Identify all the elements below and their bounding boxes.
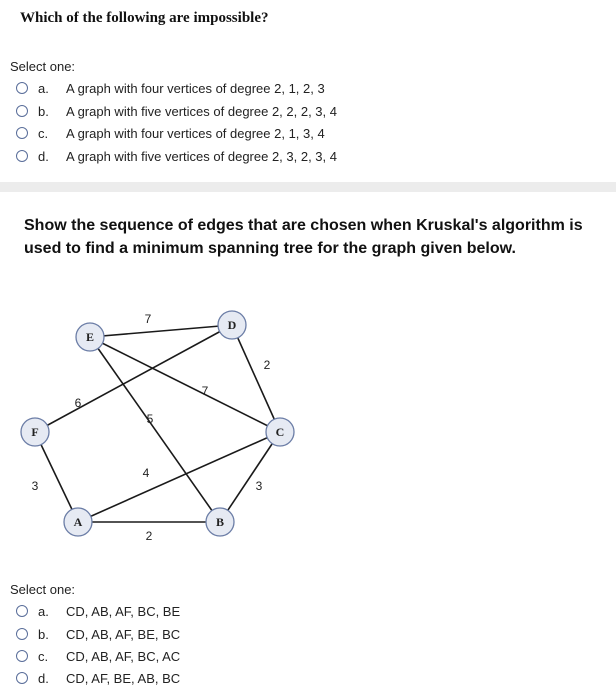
radio-button[interactable]: [16, 150, 28, 162]
option-text: A graph with five vertices of degree 2, 2, 2, 3, 4: [66, 103, 337, 119]
radio-button[interactable]: [16, 672, 28, 684]
question-1-option-c[interactable]: [16, 124, 325, 142]
vertex-label: A: [73, 514, 83, 529]
question-1-option-d[interactable]: [16, 147, 337, 165]
question-2-option-a[interactable]: [16, 602, 180, 620]
vertex-D: [218, 311, 246, 339]
edge-ED: [90, 325, 232, 337]
vertex-F: [21, 418, 49, 446]
vertex-C: [266, 418, 294, 446]
option-text: CD, AB, AF, BC, BE: [66, 603, 181, 619]
vertex-label: E: [85, 329, 95, 344]
radio-button[interactable]: [16, 605, 28, 617]
edge-weight-AC: 4: [142, 466, 150, 481]
radio-button[interactable]: [16, 127, 28, 139]
option-text: CD, AF, BE, AB, BC: [66, 670, 181, 686]
vertex-A: [64, 508, 92, 536]
section-divider: [0, 182, 616, 192]
vertex-label: B: [215, 514, 225, 529]
edge-weight-FA: 3: [31, 479, 39, 494]
edge-weight-BC: 3: [255, 479, 263, 494]
question-2-title: Show the sequence of edges that are chosen when Kruskal's algorithm is used to find a minimum spanning tree for the graph given below.: [24, 217, 583, 257]
edge-weight-DC: 2: [263, 358, 271, 373]
edge-DF: [35, 325, 232, 432]
option-letter: d.: [38, 148, 49, 164]
radio-button[interactable]: [16, 82, 28, 94]
question-2-panel: [0, 192, 616, 694]
vertex-label: D: [227, 317, 237, 332]
option-text: CD, AB, AF, BC, AC: [66, 648, 181, 664]
edge-DC: [232, 325, 280, 432]
question-1-option-b[interactable]: [16, 102, 337, 120]
weighted-graph: [0, 192, 616, 572]
option-letter: d.: [38, 670, 49, 686]
question-1-panel: [0, 0, 616, 182]
edge-weight-EC: 7: [201, 384, 209, 399]
edge-FA: [35, 432, 78, 522]
option-letter: a.: [38, 80, 49, 96]
option-letter: a.: [38, 603, 49, 619]
question-2-select-one-label: Select one:: [10, 582, 76, 597]
radio-button[interactable]: [16, 628, 28, 640]
question-1-option-a[interactable]: [16, 79, 325, 97]
edge-weight-DF: 6: [74, 396, 82, 411]
option-text: A graph with five vertices of degree 2, 3, 2, 3, 4: [66, 148, 337, 164]
edge-weight-AB: 2: [145, 529, 153, 544]
option-text: A graph with four vertices of degree 2, 1, 3, 4: [66, 125, 325, 141]
vertex-E: [76, 323, 104, 351]
option-letter: b.: [38, 626, 49, 642]
option-letter: c.: [38, 125, 49, 141]
question-2-option-b[interactable]: [16, 625, 180, 643]
edge-EB: [90, 337, 220, 522]
vertex-label: F: [31, 424, 39, 439]
question-1-title: Which of the following are impossible?: [20, 10, 269, 26]
radio-button[interactable]: [16, 105, 28, 117]
edge-weight-EB: 5: [146, 412, 154, 427]
question-2-option-d[interactable]: [16, 669, 180, 687]
edge-weight-ED: 7: [144, 312, 152, 327]
vertex-label: C: [275, 424, 285, 439]
option-letter: c.: [38, 648, 49, 664]
question-2-option-c[interactable]: [16, 647, 180, 665]
question-1-select-one-label: Select one:: [10, 59, 76, 74]
vertex-B: [206, 508, 234, 536]
option-text: CD, AB, AF, BE, BC: [66, 626, 181, 642]
option-letter: b.: [38, 103, 49, 119]
radio-button[interactable]: [16, 650, 28, 662]
option-text: A graph with four vertices of degree 2, 1, 2, 3: [66, 80, 325, 96]
